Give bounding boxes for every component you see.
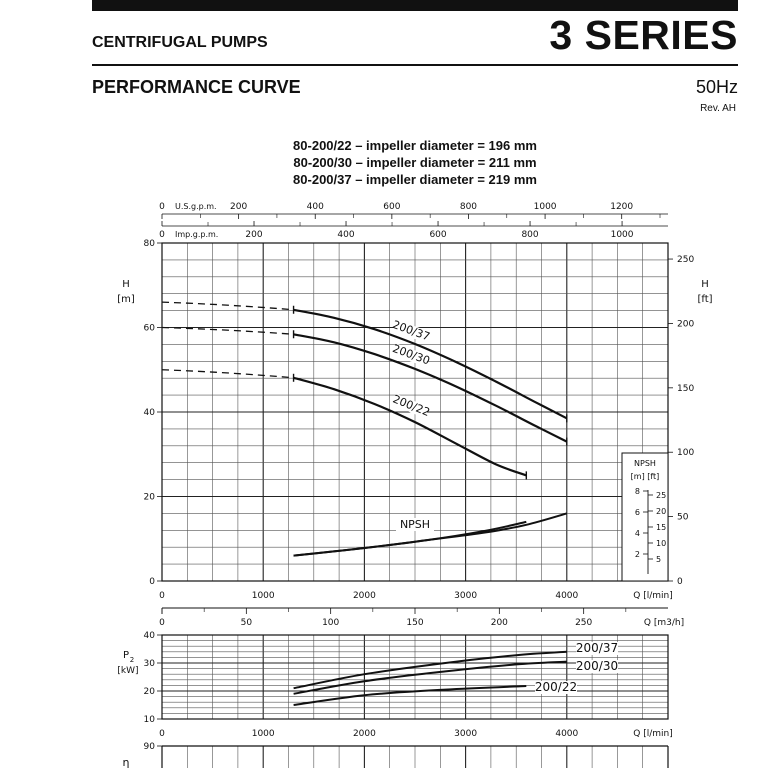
usgpm-tick-label: 1200 — [610, 202, 634, 212]
section-title: PERFORMANCE CURVE — [92, 77, 301, 97]
npsh-ft-tick-label: 5 — [656, 554, 662, 564]
npsh-ft-tick-label: 20 — [656, 506, 667, 516]
power-curve-label: 200/30 — [575, 659, 619, 673]
power-x-tick-label: 2000 — [352, 729, 376, 739]
eff-y-tick-label: 90 — [143, 742, 155, 752]
product-title: CENTRIFUGAL PUMPS — [92, 34, 268, 51]
right-axis-tick-label: 50 — [677, 512, 689, 523]
npsh-m-tick-label: 6 — [634, 508, 640, 517]
head-curve-series — [294, 378, 527, 476]
impgpm-tick-label: 400 — [337, 230, 355, 240]
y-tick-label: 0 — [149, 577, 155, 587]
usgpm-tick-label: 200 — [230, 202, 248, 212]
power-y-tick-label: 40 — [143, 631, 155, 641]
curve-label: 200/37 — [390, 317, 432, 344]
power-x-tick-label: 4000 — [555, 729, 579, 739]
head-curve-series — [294, 310, 567, 419]
usgpm-tick-label: 800 — [459, 202, 478, 212]
right-axis-tick-label: 250 — [677, 255, 695, 266]
npsh-ft-tick-label: 15 — [656, 522, 667, 532]
chart-title-line: 80-200/37 – impeller diameter = 219 mm — [293, 172, 537, 187]
head-curve-dashed — [162, 302, 294, 310]
chart-title-line: 80-200/22 – impeller diameter = 196 mm — [293, 138, 537, 153]
npsh-m-tick-label: 8 — [634, 487, 640, 496]
series-title: 3 SERIES — [549, 12, 738, 58]
power-x-tick-label: 3000 — [454, 729, 478, 739]
m3h-axis-label: Q [m3/h] — [643, 618, 685, 628]
npsh-m-tick-label: 4 — [634, 529, 640, 538]
npsh-ft-tick-label: 10 — [656, 538, 667, 548]
power-curve-label: 200/22 — [534, 680, 578, 694]
npsh-ft-tick-label: 25 — [656, 490, 667, 500]
right-axis-unit: [ft] — [697, 294, 713, 305]
x-tick-label: 2000 — [352, 591, 376, 601]
impgpm-axis-label: Imp.g.p.m. — [175, 230, 219, 239]
right-axis-label: H — [701, 279, 709, 290]
npsh-label: NPSH — [399, 518, 431, 531]
m3h-tick-label: 150 — [406, 618, 424, 628]
x-tick-label: 4000 — [555, 591, 579, 601]
power-x-axis-label: Q [l/min] — [633, 729, 673, 739]
power-x-tick-label: 0 — [159, 729, 165, 739]
y-tick-label: 80 — [143, 239, 155, 249]
m3h-tick-label: 50 — [240, 618, 253, 628]
impgpm-tick-label: 1000 — [610, 230, 634, 240]
npsh-m-tick-label: 2 — [634, 550, 640, 559]
m3h-tick-label: 0 — [159, 618, 165, 628]
x-axis-label: Q [l/min] — [633, 591, 673, 601]
right-axis-tick-label: 100 — [677, 448, 695, 459]
revision-label: Rev. AH — [700, 103, 736, 114]
usgpm-tick-label: 400 — [306, 202, 324, 212]
impgpm-tick-label: 200 — [245, 230, 263, 240]
y-tick-label: 40 — [143, 408, 155, 418]
npsh-scale-title: NPSH — [634, 459, 656, 468]
usgpm-tick-label: 600 — [383, 202, 401, 212]
eff-axis-label: η — [122, 756, 130, 768]
head-curve-dashed — [162, 328, 294, 335]
power-curve-series — [294, 662, 567, 694]
m3h-tick-label: 100 — [322, 618, 340, 628]
power-curve-label: 200/37 — [575, 641, 619, 655]
m3h-tick-label: 200 — [490, 618, 508, 628]
curve-label: 200/22 — [390, 392, 432, 420]
impgpm-tick-label: 800 — [521, 230, 539, 240]
usgpm-axis-label: U.S.g.p.m. — [175, 202, 217, 211]
power-axis-label-sub: 2 — [129, 656, 135, 664]
power-x-tick-label: 1000 — [251, 729, 275, 739]
power-y-tick-label: 30 — [143, 659, 155, 669]
impgpm-tick-label: 600 — [429, 230, 447, 240]
chart-title-line: 80-200/30 – impeller diameter = 211 mm — [293, 155, 537, 170]
x-tick-label: 0 — [159, 591, 165, 601]
x-tick-label: 1000 — [251, 591, 275, 601]
right-axis-tick-label: 150 — [677, 383, 695, 394]
x-tick-label: 3000 — [454, 591, 478, 601]
y-axis-label: H — [122, 279, 130, 290]
right-axis-tick-label: 200 — [677, 319, 695, 330]
power-y-tick-label: 10 — [143, 715, 155, 725]
right-axis-tick-label: 0 — [677, 577, 683, 587]
npsh-scale-units: [m] [ft] — [630, 472, 660, 481]
curve-label: 200/30 — [390, 341, 432, 368]
y-axis-unit: [m] — [117, 294, 135, 305]
frequency-label: 50Hz — [695, 77, 738, 97]
head-curve-dashed — [162, 370, 294, 378]
power-y-tick-label: 20 — [143, 687, 155, 697]
usgpm-tick-label: 1000 — [533, 202, 557, 212]
power-axis-unit: [kW] — [117, 666, 139, 676]
power-axis-label: P — [122, 650, 130, 661]
usgpm-tick-label: 0 — [159, 202, 165, 212]
y-tick-label: 60 — [143, 323, 155, 334]
m3h-tick-label: 250 — [575, 618, 593, 628]
y-tick-label: 20 — [143, 492, 155, 503]
impgpm-tick-label: 0 — [159, 230, 165, 240]
